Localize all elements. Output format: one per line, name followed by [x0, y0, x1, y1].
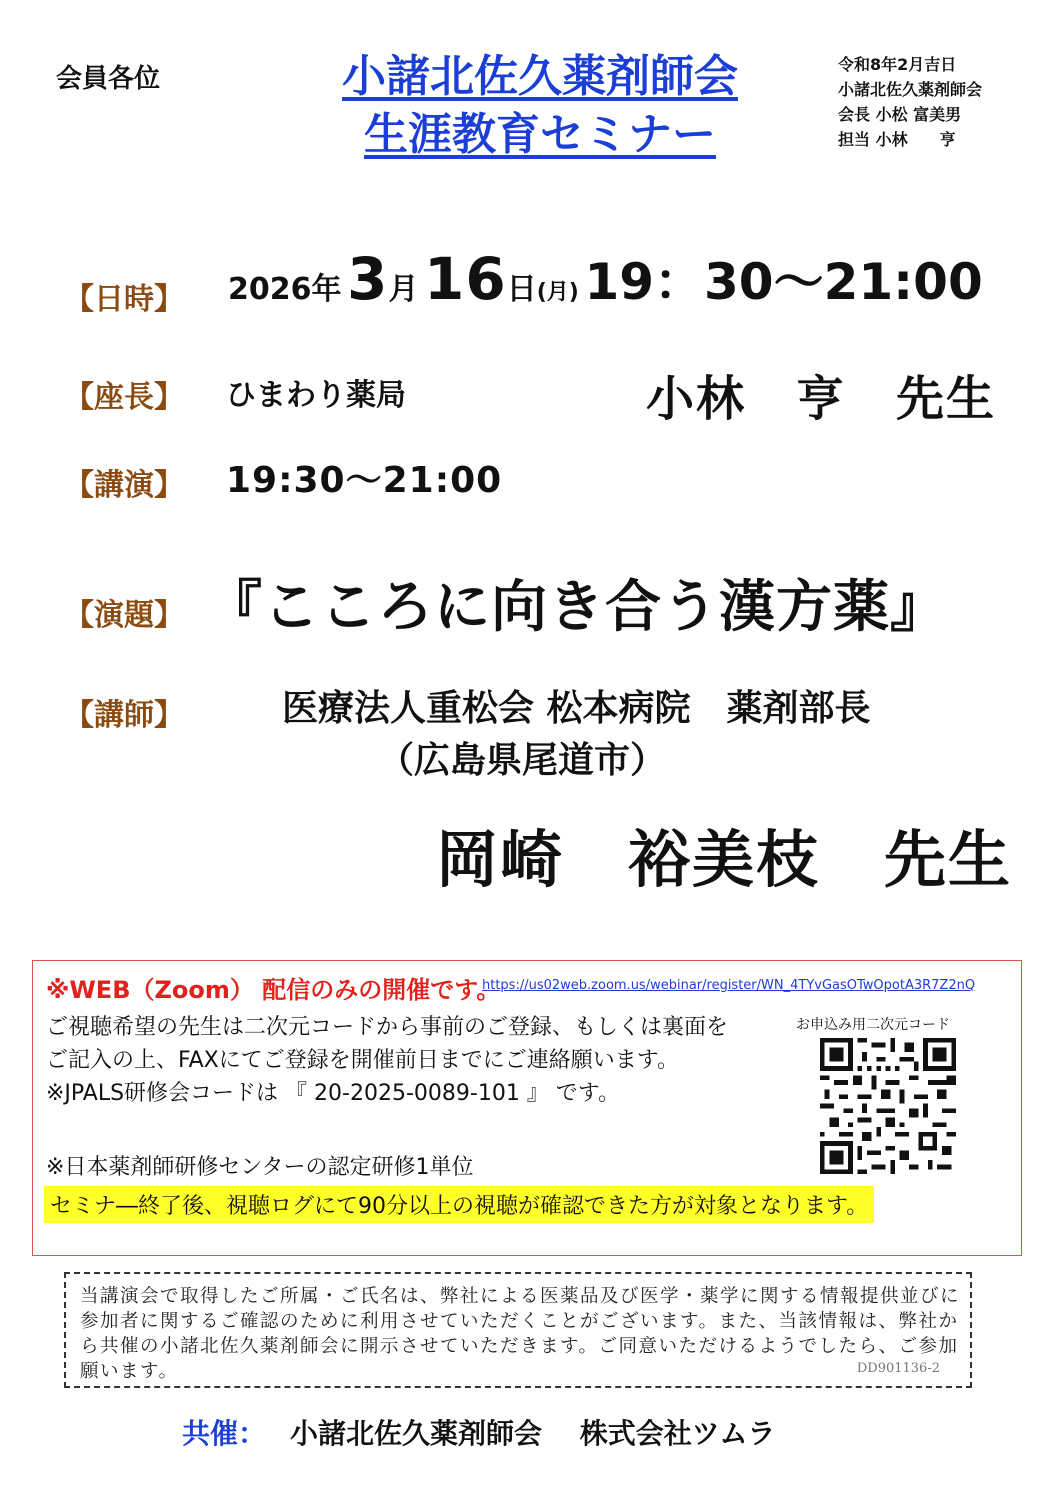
- date-day: 16: [424, 245, 507, 313]
- privacy-notice: [64, 1272, 972, 1388]
- lecture-time: 19:30～21:00: [226, 460, 503, 501]
- issuer-block: [838, 52, 982, 152]
- speaker-location: （広島県尾道市）: [378, 740, 667, 781]
- qr-caption: お申込み用二次元コード: [796, 1017, 950, 1033]
- certification-condition: セミナ―終了後、視聴ログにて90分以上の視聴が確認できた方が対象となります。: [44, 1186, 874, 1223]
- cohost-label: 共催：: [182, 1417, 267, 1450]
- cohost-names: 小諸北佐久薬剤師会 株式会社ツムラ: [290, 1417, 776, 1450]
- date-label: 【日時】: [64, 282, 184, 317]
- document-code: DD901136-2: [856, 1361, 940, 1376]
- qr-code-icon[interactable]: [818, 1038, 958, 1174]
- chair-label: 【座長】: [64, 380, 184, 415]
- issuer-org: 小諸北佐久薬剤師会: [838, 80, 983, 99]
- title-line-1: 小諸北佐久薬剤師会: [342, 51, 738, 102]
- info-line-1: ご視聴希望の先生は二次元コードから事前のご登録、もしくは裏面を: [46, 1015, 729, 1040]
- privacy-text: 当講演会で取得したご所属・ご氏名は、弊社による医薬品及び医学・薬学に関する情報提供並びに参加者に関するご確認のために利用させていただくことがございます。また、当該情報は、弊社から共催の小諸北佐久薬剤師会に開示させていただきます。ご同意いただけるようでしたら、ご参加願います。: [80, 1286, 961, 1382]
- addressee: 会員各位: [56, 64, 161, 94]
- topic-label: 【演題】: [64, 598, 184, 633]
- jpals-code-line: ※JPALS研修会コードは 『 20-2025-0089-101 』 です。: [46, 1081, 621, 1106]
- date-month-unit: 月: [388, 272, 419, 307]
- date-weekday: (月): [536, 280, 579, 305]
- web-only-notice: ※WEB（Zoom） 配信のみの開催です。: [46, 976, 501, 1004]
- date-time: [228, 242, 983, 314]
- certification-line: ※日本薬剤師研修センターの認定研修1単位: [46, 1155, 474, 1180]
- registration-link[interactable]: https://us02web.zoom.us/webinar/register/WN_4TYvGasOTwOpotA3R7Z2nQ: [482, 978, 976, 993]
- speaker-label: 【講師】: [64, 698, 184, 733]
- seminar-title: [270, 48, 810, 164]
- chair-name: 小林 亨 先生: [646, 371, 997, 427]
- info-line-2: ご記入の上、FAXにてご登録を開催前日までにご連絡願います。: [46, 1048, 679, 1073]
- date-day-unit: 日: [506, 272, 537, 307]
- issuer-president: 会長 小松 富美男: [838, 105, 962, 124]
- date-year: 2026年: [228, 272, 342, 307]
- date-time-range: 19：30～21:00: [584, 253, 983, 311]
- chair-affiliation: ひまわり薬局: [226, 378, 406, 413]
- date-month: 3: [347, 245, 389, 313]
- issue-date: 令和8年2月吉日: [838, 55, 957, 74]
- issuer-contact: 担当 小林 亨: [838, 130, 956, 149]
- title-line-2: 生涯教育セミナー: [364, 109, 716, 160]
- speaker-name: 岡崎 裕美枝 先生: [436, 823, 1013, 896]
- topic-title: 『こころに向き合う漢方薬』: [206, 575, 947, 640]
- speaker-affiliation: 医療法人重松会 松本病院 薬剤部長: [282, 688, 871, 729]
- lecture-label: 【講演】: [64, 468, 184, 503]
